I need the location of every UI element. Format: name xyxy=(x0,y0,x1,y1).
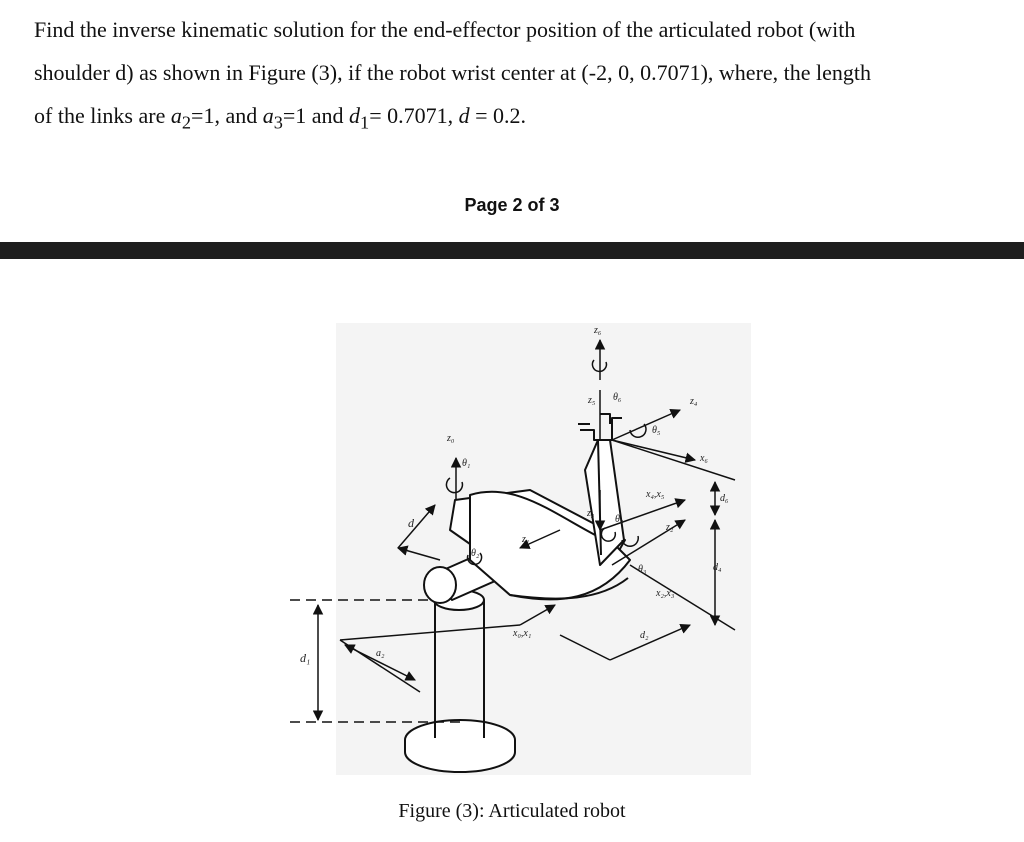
problem-line-2: shoulder d) as shown in Figure (3), if the robot wrist center at (-2, 0, 0.7071), where, the length xyxy=(34,60,872,85)
d1-symbol: d xyxy=(349,103,361,128)
label-z6: z₆ xyxy=(594,325,602,336)
label-x0x1: x₀,x₁ xyxy=(513,628,532,639)
a2-subscript: 2 xyxy=(181,112,192,133)
a3-subscript: 3 xyxy=(273,112,283,133)
d1-subscript: 1 xyxy=(360,112,370,133)
line3-prefix: of the links are xyxy=(34,103,171,128)
a3-symbol: a xyxy=(262,103,274,128)
label-x6: x₆ xyxy=(700,453,708,464)
d-symbol: d xyxy=(458,103,470,128)
a2-symbol: a xyxy=(170,103,182,128)
label-x2x3: x₂,x₃ xyxy=(656,588,675,599)
label-theta2: θ₂ xyxy=(471,548,480,559)
label-z4: z₄ xyxy=(690,396,698,407)
label-z3: z₃ xyxy=(587,508,595,519)
problem-line-1: Find the inverse kinematic solution for the end-effector position of the articulated robot (with xyxy=(34,17,856,42)
label-d: d xyxy=(408,516,414,530)
label-z2: z₂ xyxy=(666,522,674,533)
label-theta4: θ₄ xyxy=(615,514,624,525)
label-d1: d₁ xyxy=(300,651,311,665)
d-value: = 0.2. xyxy=(469,103,527,128)
label-a2: a₂ xyxy=(376,648,385,659)
figure-caption: Figure (3): Articulated robot xyxy=(398,800,626,822)
d1-value: = 0.7071, xyxy=(369,103,459,128)
label-theta3: θ₃ xyxy=(638,564,647,575)
label-theta1: θ₁ xyxy=(462,458,471,469)
label-theta5: θ₅ xyxy=(652,425,661,436)
base-column xyxy=(435,600,484,738)
a2-value: =1, and xyxy=(191,103,263,128)
robot-structure xyxy=(405,414,630,772)
label-d6: d₆ xyxy=(720,493,729,504)
label-z0: z₀ xyxy=(447,433,455,444)
label-z1: z₁ xyxy=(522,534,530,545)
a3-value: =1 and xyxy=(282,103,350,128)
label-theta6: θ₆ xyxy=(613,392,622,403)
label-z5: z₅ xyxy=(588,395,596,406)
label-d2: d₂ xyxy=(640,630,649,641)
label-d4: d₄ xyxy=(713,562,722,573)
page-number-label: Page 2 of 3 xyxy=(464,195,560,215)
label-x4x5: x₄,x₅ xyxy=(646,489,665,500)
gripper xyxy=(580,418,622,440)
